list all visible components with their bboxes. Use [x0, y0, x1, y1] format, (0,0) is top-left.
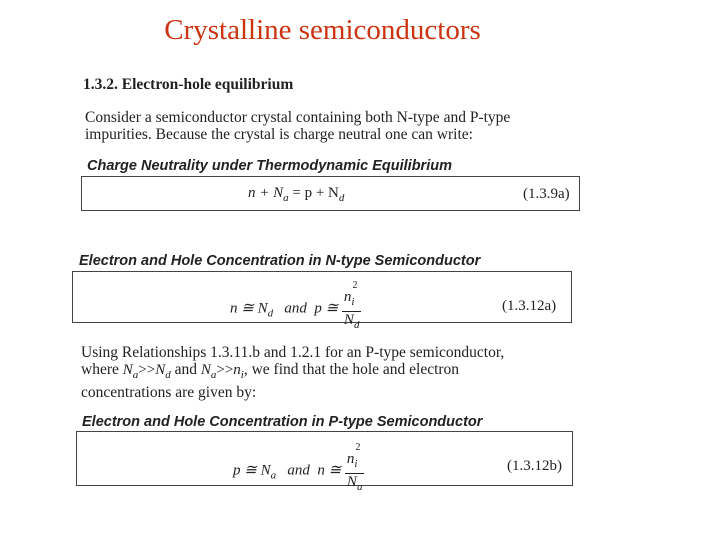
middle-line-1: Using Relationships 1.3.11.b and 1.2.1 for an P-type semiconductor,: [81, 344, 505, 361]
ni2-over-na-fraction: [345, 442, 365, 496]
equation-number: (1.3.9a): [523, 186, 570, 202]
cond2-a-subscript: a: [210, 369, 217, 381]
cond2-op: >>: [216, 362, 234, 378]
p-equals: p ≅ N: [233, 462, 271, 479]
fraction-numerator: n: [343, 289, 352, 305]
fraction-denominator: N: [346, 474, 357, 490]
fraction-numerator: n: [346, 451, 355, 467]
fraction-numerator-exponent: 2: [352, 280, 358, 291]
p-type-heading: Electron and Hole Concentration in P-type Semiconductor: [82, 414, 483, 430]
cond1-a: N: [122, 362, 133, 378]
n-type-heading: Electron and Hole Concentration in N-type Semiconductor: [79, 253, 481, 269]
fraction-numerator-subscript: i: [351, 296, 355, 308]
equation-number: (1.3.12b): [507, 458, 562, 474]
n-equals-subscript: d: [267, 307, 274, 320]
line-2-rest: , we find that the hole and electron: [243, 361, 460, 378]
fraction-numerator-subscript: i: [354, 458, 358, 470]
cond1-b: N: [155, 362, 166, 378]
ni2-over-nd-fraction: [342, 280, 362, 334]
and-word: and: [174, 361, 197, 378]
section-title: Electron-hole equilibrium: [121, 76, 294, 93]
cond2-b: n: [233, 362, 241, 378]
cond1-op: >>: [138, 362, 156, 378]
slide-title: Crystalline semiconductors: [164, 14, 481, 46]
where-word: where: [81, 361, 119, 378]
n-type-box: [72, 271, 572, 331]
p-equals-subscript: a: [270, 469, 277, 482]
equation-rhs-subscript: d: [338, 192, 345, 204]
cond2-a: N: [200, 362, 211, 378]
n-equals: n ≅: [317, 462, 342, 479]
charge-neutrality-equation: [248, 185, 344, 204]
fraction-denominator-subscript: a: [356, 481, 363, 493]
condition-2: [200, 362, 244, 381]
n-equals: n ≅ N: [230, 300, 268, 317]
p-type-box: [76, 431, 573, 493]
charge-neutrality-heading: Charge Neutrality under Thermodynamic Equilibrium: [87, 158, 452, 174]
cond1-b-subscript: d: [165, 369, 171, 381]
n-type-equation: [230, 280, 361, 334]
middle-line-3: concentrations are given by:: [81, 384, 257, 401]
p-type-equation: [233, 442, 364, 496]
intro-paragraph: [85, 109, 577, 143]
fraction-numerator-exponent: 2: [355, 442, 361, 453]
intro-line-1: Consider a semiconductor crystal containing both N-type and P-type: [85, 109, 511, 126]
section-number: 1.3.2.: [83, 76, 118, 93]
middle-paragraph: [81, 344, 570, 401]
fraction-denominator: N: [343, 312, 354, 328]
equation-rhs: = p + N: [288, 185, 339, 201]
fraction-denominator-subscript: d: [353, 319, 360, 331]
and-word: and: [287, 462, 310, 479]
charge-neutrality-box: [81, 176, 580, 211]
and-word: and: [284, 300, 307, 317]
section-heading: [83, 76, 293, 94]
equation-lhs-subscript: a: [283, 192, 289, 204]
cond2-b-subscript: i: [240, 369, 244, 381]
equation-number: (1.3.12a): [502, 298, 557, 314]
equation-lhs: n + N: [248, 185, 284, 201]
condition-1: [122, 362, 171, 381]
middle-line-2: [81, 361, 570, 384]
intro-line-2: impurities. Because the crystal is charge neutral one can write:: [85, 126, 473, 143]
p-equals: p ≅: [314, 300, 339, 317]
cond1-a-subscript: a: [132, 369, 139, 381]
